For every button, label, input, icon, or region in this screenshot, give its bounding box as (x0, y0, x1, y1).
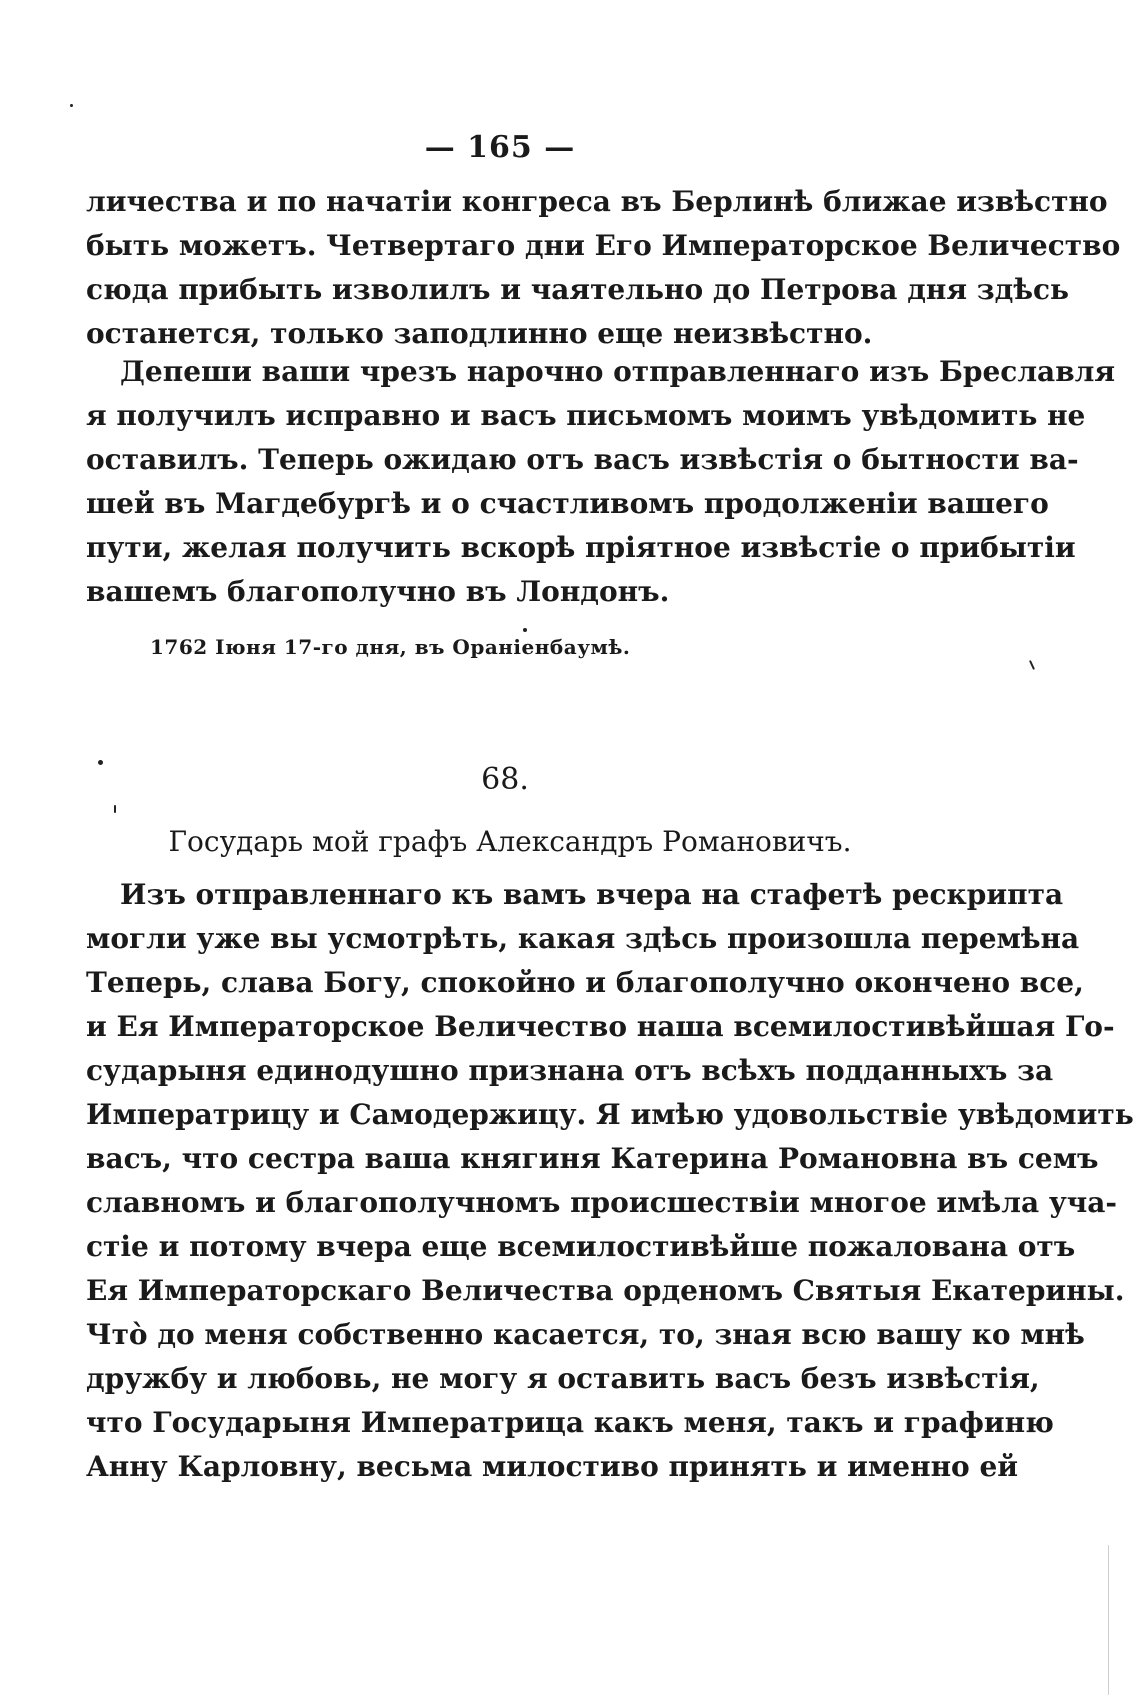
letter-body (86, 873, 1134, 1489)
text-line: и Ея Императорское Величество наша всемилостивѣйшая Го- (86, 1010, 1115, 1043)
text-line: славномъ и благополучномъ происшествіи многое имѣла уча- (86, 1186, 1118, 1219)
text-line: вашемъ благополучно въ Лондонъ. (86, 575, 670, 608)
letter-dateline: 1762 Іюня 17-го дня, въ Ораніенбаумѣ. (150, 635, 631, 659)
scan-speck (70, 104, 73, 107)
page-number: — 165 — (424, 130, 576, 165)
text-line: шей въ Магдебургѣ и о счастливомъ продолженіи вашего (86, 487, 1049, 520)
letter-salutation: Государь мой графъ Александръ Романовичъ. (168, 825, 852, 858)
text-line: Депеши ваши чрезъ нарочно отправленнаго изъ Бреславля (120, 355, 1116, 388)
text-line: Ея Императорскаго Величества орденомъ Святыя Екатерины. (86, 1274, 1125, 1307)
text-line: я получилъ исправно и васъ письмомъ моимъ увѣдомить не (86, 399, 1086, 432)
text-line: оставилъ. Теперь ожидаю отъ васъ извѣстія о бытности ва- (86, 443, 1079, 476)
text-line: могли уже вы усмотрѣть, какая здѣсь произошла перемѣна (86, 922, 1080, 955)
text-line: сударыня единодушно признана отъ всѣхъ подданныхъ за (86, 1054, 1054, 1087)
text-line: пути, желая получить вскорѣ пріятное извѣстіе о прибытіи (86, 531, 1076, 564)
text-line: Анну Карловну, весьма милостиво принять и именно ей (86, 1450, 1019, 1483)
text-line: дружбу и любовь, не могу я оставить васъ безъ извѣстія, (86, 1362, 1040, 1395)
text-line: Чтò до меня собственно касается, то, зная всю вашу ко мнѣ (86, 1318, 1085, 1351)
text-line: Императрицу и Самодержицу. Я имѣю удовольствіе увѣдомить (86, 1098, 1134, 1131)
text-line: быть можетъ. Четвертаго дни Его Императорское Величество (86, 229, 1121, 262)
text-line: Изъ отправленнаго къ вамъ вчера на стафетѣ рескрипта (120, 878, 1064, 911)
text-line: васъ, что сестра ваша княгиня Катерина Романовна въ семъ (86, 1142, 1099, 1175)
scan-speck (114, 805, 116, 813)
scan-speck (1029, 660, 1035, 670)
text-line: личества и по начатіи конгреса въ Берлинѣ ближае извѣстно (86, 185, 1108, 218)
paragraph-dispatches (86, 350, 1116, 614)
text-line: стіе и потому вчера еще всемилостивѣйше пожалована отъ (86, 1230, 1076, 1263)
scan-edge-mark (1108, 1545, 1109, 1695)
paragraph-continued (86, 180, 1121, 356)
text-line: что Государыня Императрица какъ меня, такъ и графиню (86, 1406, 1054, 1439)
text-line: Теперь, слава Богу, спокойно и благополучно окончено все, (86, 966, 1084, 999)
letter-number: 68. (481, 762, 529, 797)
scan-speck (523, 628, 527, 632)
text-line: сюда прибыть изволилъ и чаятельно до Петрова дня здѣсь (86, 273, 1070, 306)
text-line: останется, только заподлинно еще неизвѣстно. (86, 317, 873, 350)
scan-speck (98, 760, 103, 765)
